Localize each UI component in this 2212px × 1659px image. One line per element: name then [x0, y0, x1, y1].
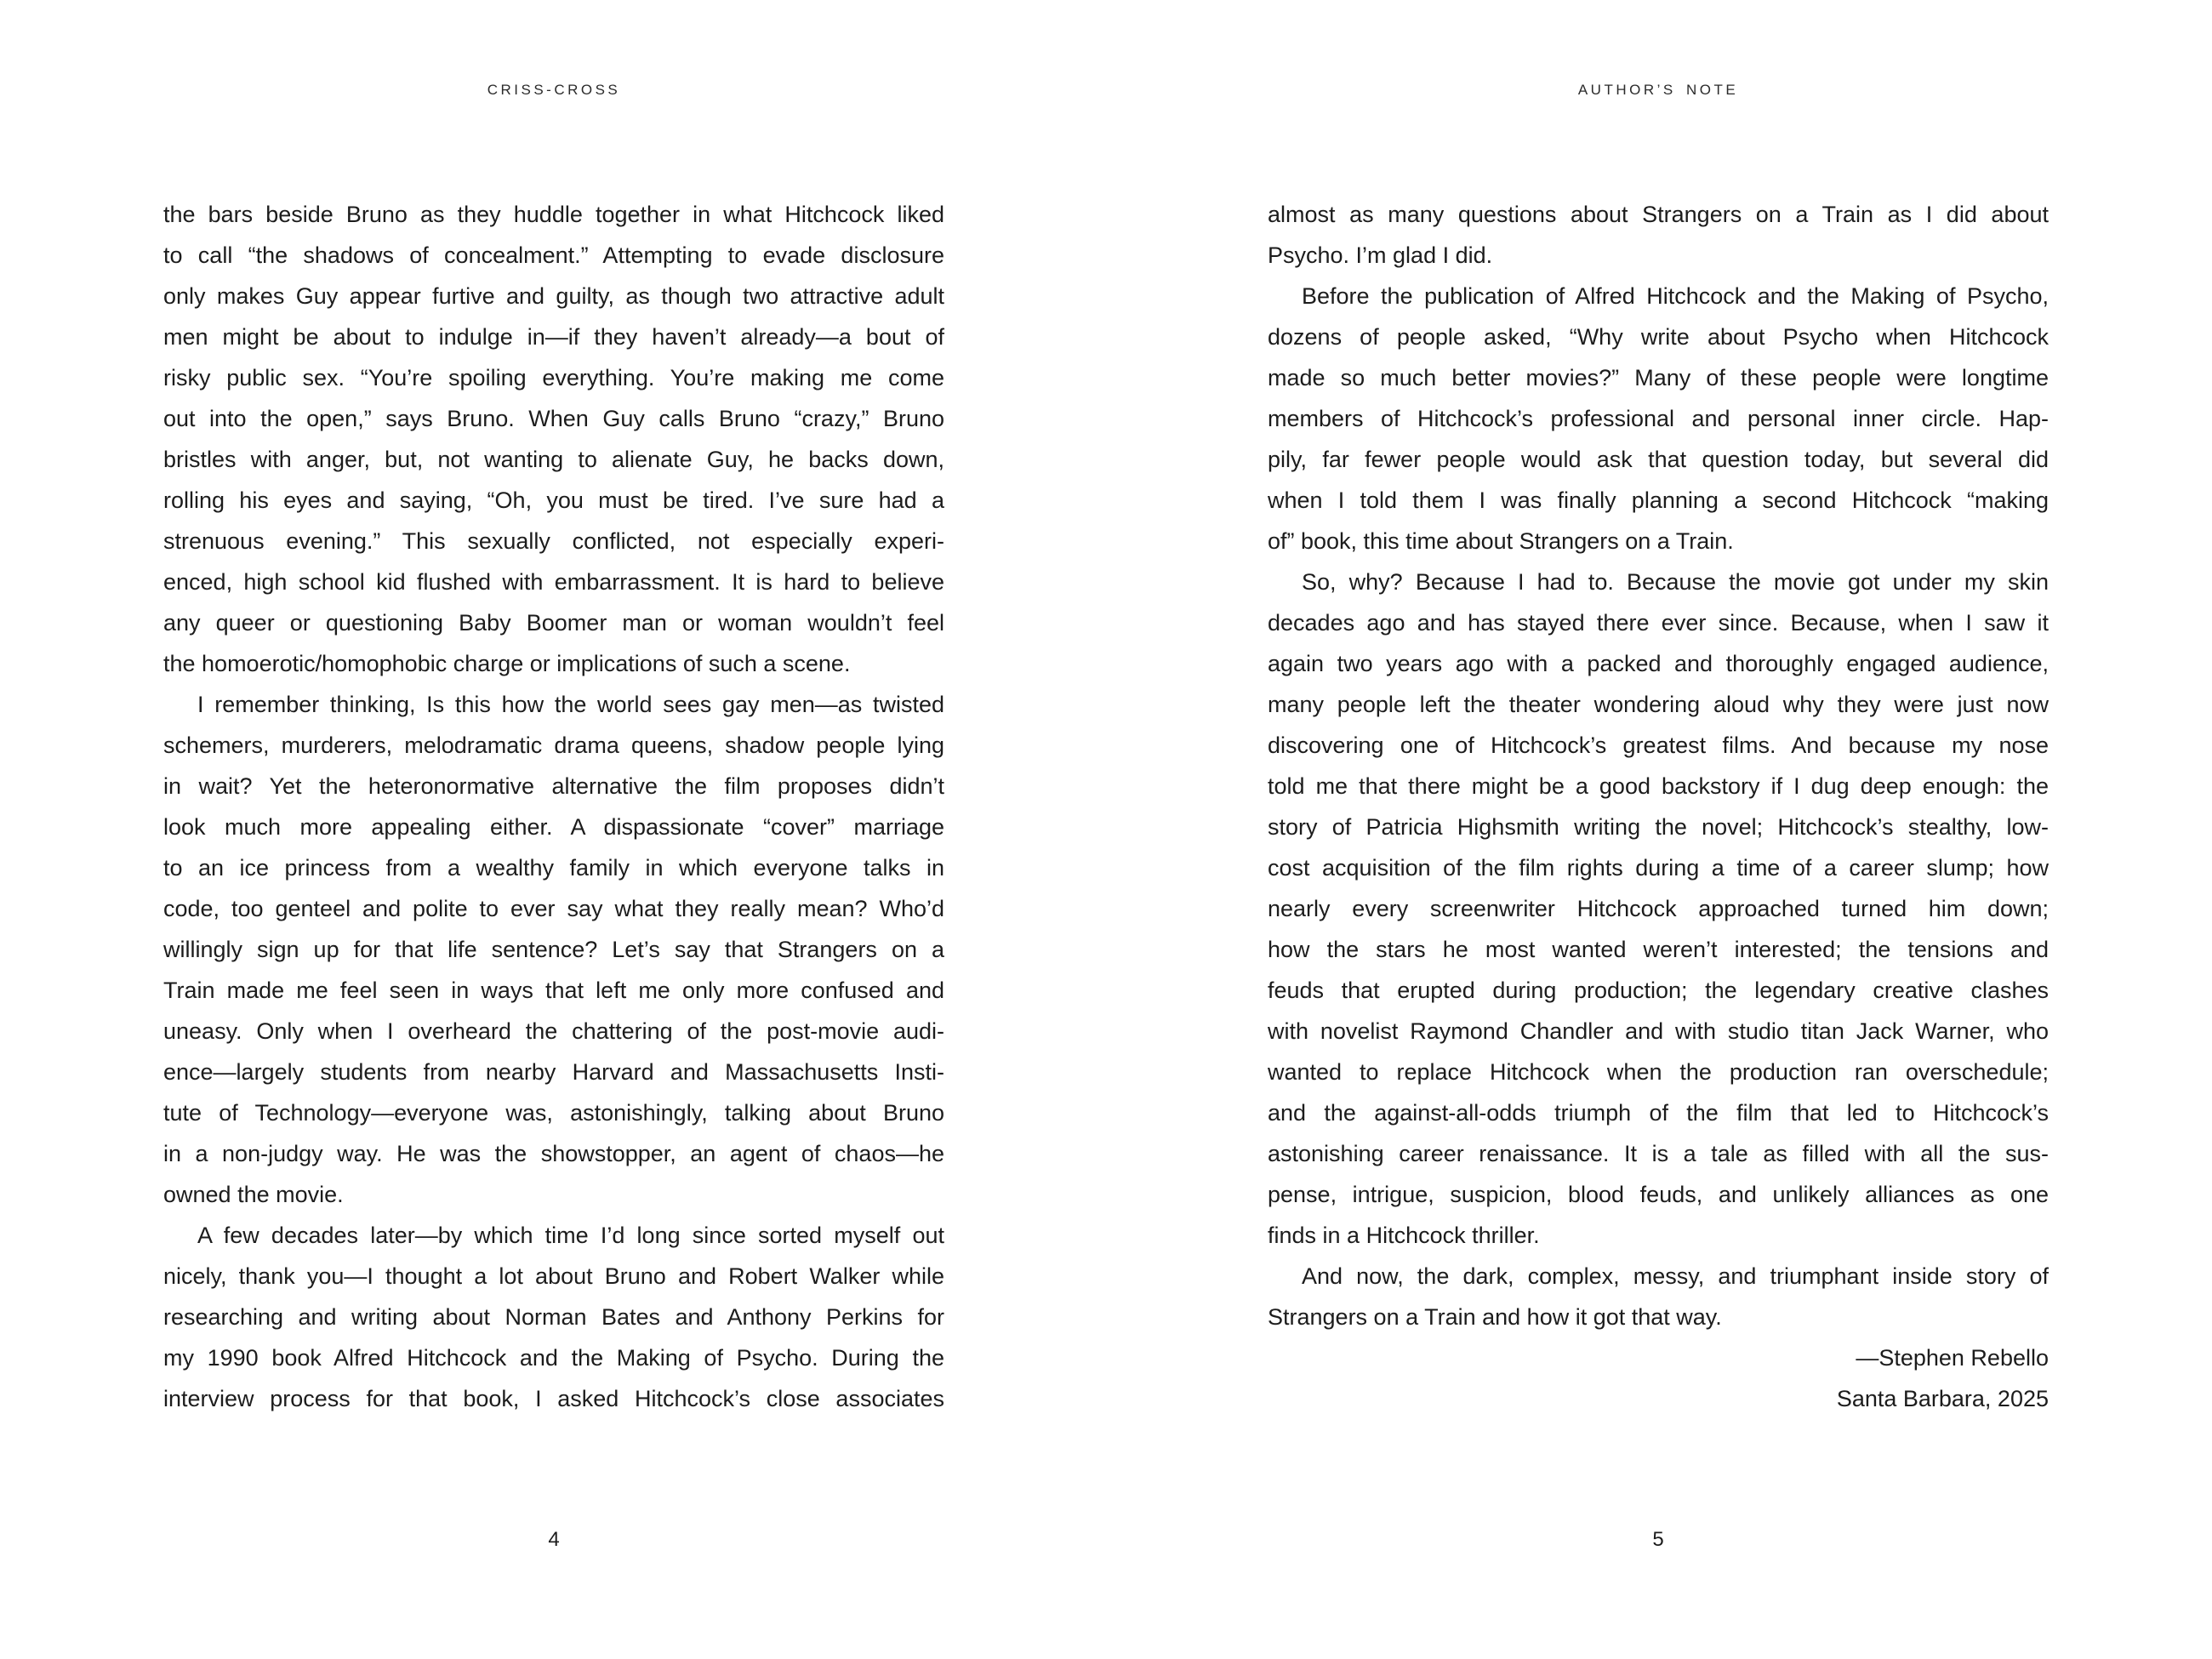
- body-line: And now, the dark, complex, messy, and triumphant inside story of: [1302, 1263, 2049, 1289]
- body-line: almost as many questions about Strangers on a Train as I did about: [1268, 202, 2049, 227]
- body-line: Psycho. I’m glad I did.: [1268, 242, 1493, 268]
- paragraph: [163, 194, 944, 684]
- body-line: interview process for that book, I asked Hitchcock’s close associates: [163, 1386, 944, 1411]
- body-line: told me that there might be a good backstory if I dug deep enough: the: [1268, 773, 2049, 799]
- paragraph: [163, 684, 944, 1215]
- body-line: rolling his eyes and saying, “Oh, you must be tired. I’ve sure had a: [163, 487, 944, 513]
- running-head-right: AUTHOR’S NOTE: [1577, 82, 1739, 98]
- body-line: enced, high school kid flushed with embarrassment. It is hard to believe: [163, 569, 944, 595]
- body-line: discovering one of Hitchcock’s greatest films. And because my nose: [1268, 733, 2049, 758]
- body-line: men might be about to indulge in—if they haven’t already—a bout of: [163, 324, 944, 350]
- body-line: my 1990 book Alfred Hitchcock and the Making of Psycho. During the: [163, 1345, 944, 1371]
- left-page-body: [163, 194, 944, 1419]
- body-line: ence—largely students from nearby Harvard and Massachusetts Insti-: [163, 1059, 944, 1085]
- body-line: nicely, thank you—I thought a lot about Bruno and Robert Walker while: [163, 1263, 944, 1289]
- body-line: Train made me feel seen in ways that left me only more confused and: [163, 978, 944, 1003]
- body-line: many people left the theater wondering aloud why they were just now: [1268, 692, 2049, 717]
- body-line: wanted to replace Hitchcock when the production ran overschedule;: [1268, 1059, 2049, 1085]
- body-line: I remember thinking, Is this how the world sees gay men—as twisted: [197, 692, 944, 717]
- body-line: finds in a Hitchcock thriller.: [1268, 1223, 1540, 1248]
- body-line: look much more appealing either. A dispassionate “cover” marriage: [163, 814, 944, 840]
- right-page-body: [1268, 194, 2049, 1419]
- page-number-left: 4: [548, 1528, 560, 1551]
- body-line: how the stars he most wanted weren’t interested; the tensions and: [1268, 937, 2049, 962]
- left-page-paragraphs: [163, 194, 944, 1419]
- signature-author: —Stephen Rebello: [1856, 1345, 2049, 1371]
- body-line: members of Hitchcock’s professional and personal inner circle. Hap-: [1268, 406, 2049, 431]
- body-line: dozens of people asked, “Why write about Psycho when Hitchcock: [1268, 324, 2049, 350]
- body-line: made so much better movies?” Many of these people were longtime: [1268, 365, 2049, 391]
- body-line: So, why? Because I had to. Because the movie got under my skin: [1302, 569, 2049, 595]
- body-line: out into the open,” says Bruno. When Guy calls Bruno “crazy,” Bruno: [163, 406, 944, 431]
- body-line: decades ago and has stayed there ever since. Because, when I saw it: [1268, 610, 2049, 636]
- body-line: pense, intrigue, suspicion, blood feuds, and unlikely alliances as one: [1268, 1182, 2049, 1207]
- body-line: researching and writing about Norman Bates and Anthony Perkins for: [163, 1304, 944, 1330]
- body-line: strenuous evening.” This sexually conflicted, not especially experi-: [163, 528, 944, 554]
- body-line: Before the publication of Alfred Hitchcock and the Making of Psycho,: [1302, 283, 2049, 309]
- signature-place-date: Santa Barbara, 2025: [1836, 1386, 2049, 1411]
- body-line: in a non-judgy way. He was the showstopper, an agent of chaos—he: [163, 1141, 944, 1166]
- body-line: risky public sex. “You’re spoiling everything. You’re making me come: [163, 365, 944, 391]
- body-line: only makes Guy appear furtive and guilty, as though two attractive adult: [163, 283, 944, 309]
- body-line: any queer or questioning Baby Boomer man or woman wouldn’t feel: [163, 610, 944, 636]
- body-line: willingly sign up for that life sentence? Let’s say that Strangers on a: [163, 937, 944, 962]
- body-line: the homoerotic/homophobic charge or implications of such a scene.: [163, 651, 851, 676]
- body-line: tute of Technology—everyone was, astonishingly, talking about Bruno: [163, 1100, 944, 1126]
- right-page-paragraphs: [1268, 194, 2049, 1337]
- paragraph: [163, 1215, 944, 1419]
- running-head-left: CRISS-CROSS: [487, 82, 621, 98]
- body-line: uneasy. Only when I overheard the chattering of the post-movie audi-: [163, 1018, 944, 1044]
- body-line: pily, far fewer people would ask that question today, but several did: [1268, 447, 2049, 472]
- body-line: in wait? Yet the heteronormative alternative the film proposes didn’t: [163, 773, 944, 799]
- body-line: Strangers on a Train and how it got that way.: [1268, 1304, 1722, 1330]
- page-number-right: 5: [1652, 1528, 1664, 1551]
- signature-block: [1268, 1337, 2049, 1419]
- body-line: of” book, this time about Strangers on a Train.: [1268, 528, 1734, 554]
- body-line: feuds that erupted during production; the legendary creative clashes: [1268, 978, 2049, 1003]
- paragraph: [1268, 1256, 2049, 1337]
- right-page: [1268, 0, 2049, 1659]
- body-line: bristles with anger, but, not wanting to alienate Guy, he backs down,: [163, 447, 944, 472]
- paragraph: [1268, 276, 2049, 562]
- body-line: owned the movie.: [163, 1182, 344, 1207]
- body-line: A few decades later—by which time I’d long since sorted myself out: [197, 1223, 944, 1248]
- body-line: when I told them I was finally planning a second Hitchcock “making: [1268, 487, 2049, 513]
- body-line: nearly every screenwriter Hitchcock approached turned him down;: [1268, 896, 2049, 921]
- body-line: schemers, murderers, melodramatic drama queens, shadow people lying: [163, 733, 944, 758]
- body-line: story of Patricia Highsmith writing the novel; Hitchcock’s stealthy, low-: [1268, 814, 2049, 840]
- body-line: astonishing career renaissance. It is a tale as filled with all the sus-: [1268, 1141, 2049, 1166]
- paragraph: [1268, 562, 2049, 1256]
- body-line: to an ice princess from a wealthy family in which everyone talks in: [163, 855, 944, 881]
- body-line: cost acquisition of the film rights during a time of a career slump; how: [1268, 855, 2049, 881]
- body-line: the bars beside Bruno as they huddle together in what Hitchcock liked: [163, 202, 944, 227]
- body-line: and the against-all-odds triumph of the film that led to Hitchcock’s: [1268, 1100, 2049, 1126]
- body-line: code, too genteel and polite to ever say what they really mean? Who’d: [163, 896, 944, 921]
- left-page: [163, 0, 944, 1659]
- body-line: with novelist Raymond Chandler and with studio titan Jack Warner, who: [1268, 1018, 2049, 1044]
- body-line: again two years ago with a packed and thoroughly engaged audience,: [1268, 651, 2049, 676]
- body-line: to call “the shadows of concealment.” Attempting to evade disclosure: [163, 242, 944, 268]
- paragraph: [1268, 194, 2049, 276]
